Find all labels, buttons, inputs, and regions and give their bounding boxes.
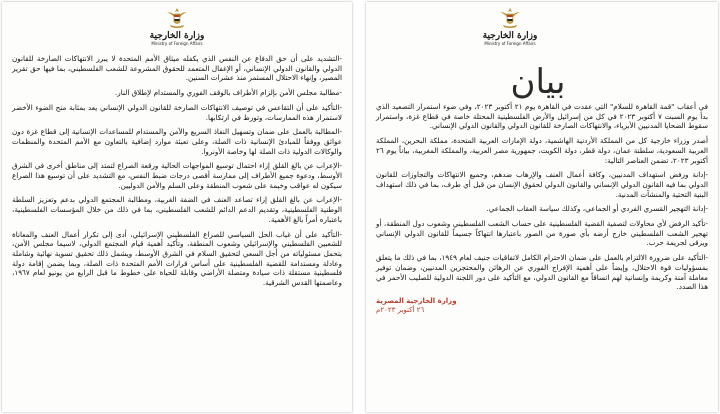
paragraph: -الإعراب عن بالغ القلق إزاء احتمال توسيع المواجهات الحالية ورقعة الصراع لتمتد إلى مناطق أخرى في الشرق الأوسط، ودعوة جميع الأطراف إلى ممارسة أقصى درجات ضبط النفس، مع التشديد على أن توسيع هذا الصراع سيكون له عواقب وخيمة على شعوب المنطقة وعلى السلم والأمن الدوليين. [12, 161, 342, 190]
document-heading: بيان [510, 62, 566, 102]
signature-organization: وزارة الخارجية المصرية [376, 296, 457, 305]
letterhead [147, 6, 207, 46]
eagle-emblem-icon [164, 6, 190, 30]
paragraph: -تأكيد الرفض لأي محاولات لتصفية القضية الفلسطينية على حساب الشعب الفلسطيني وشعوب دول المنطقة، أو تهجير الشعب الفلسطيني خارج أرضه بأي صورة من الصور باعتبارها انتهاكاً جسيماً للقانون الدولي الإنساني ويرقى لجريمة حرب. [376, 219, 708, 248]
paragraph: -التشديد على أن حق الدفاع عن النفس الذي يكفله ميثاق الأمم المتحدة لا يبرر الانتهاكات الصارخة للقانون الدولي والقانون الدولي الإنساني، أو الإغفال المتعمد للحقوق المشروعة للشعب الفلسطيني، بما فيها حق تقرير المصير، وإنهاء الاحتلال المستمر منذ عشرات السنين. [12, 54, 342, 83]
paragraph: -المطالبة بالعمل على ضمان وتسهيل النفاذ السريع والآمن والمستدام للمساعدات الإنسانية إلى قطاع غزة دون عوائق ووفقاً للمبادئ الإنسانية ذات الصلة، وعلى تعبئة موارد إضافية بالتعاون مع الأمم المتحدة والمنظمات والوكالات الدولية ذات الصلة لها وخاصة الأونروا. [12, 127, 342, 156]
paragraph: في أعقاب "قمة القاهرة للسلام" التي عقدت في القاهرة يوم ٢١ أكتوبر ٢٠٢٣، وفي ضوء استمرار التصعيد الذي بدأ يوم السبت ٧ أكتوبر ٢٠٢٣ في كل من إسرائيل والأرض الفلسطينية المحتلة خاصة في قطاع غزة، واستمرار سقوط الضحايا المدنيين الأبرياء، والانتهاكات الصارخة للقانون الدولي والقانون الدولي الإنساني. [376, 102, 708, 131]
ministry-name-arabic: وزارة الخارجية [482, 31, 538, 41]
paragraph: -إدانة التهجير القسري الفردي أو الجماعي، وكذلك سياسة العقاب الجماعي. [486, 204, 708, 214]
statement-body-continued [12, 54, 342, 293]
ministry-name-arabic: وزارة الخارجية [149, 31, 205, 41]
ministry-name-english: Ministry of Foreign Affairs [484, 41, 536, 46]
paragraph: -التأكيد على أن التقاعس في توصيف الانتهاكات الصارخة للقانون الدولي الإنساني يعد بمثابة منح الضوء الأخضر لاستمرار هذه الممارسات، وتورط في ارتكابها. [12, 102, 342, 122]
paragraph: -الإعراب عن بالغ القلق إزاء تصاعد العنف في الضفة الغربية، ومطالبة المجتمع الدولي بدعم وتعزيز السلطة الوطنية الفلسطينية، وتقديم الدعم الدائم للشعب الفلسطيني، بما في ذلك من خلال المؤسسات الفلسطينية، باعتباره أمراً بالغ الأهمية. [12, 195, 342, 224]
statement-page-1 [366, 2, 718, 412]
paragraph: أصدر وزراء خارجية كل من المملكة الأردنية الهاشمية، دولة الإمارات العربية المتحدة، مملكة البحرين، المملكة العربية السعودية، سلطنة عمان، دولة قطر، دولة الكويت، جمهورية مصر العربية، والمملكة المغربية، بياناً يوم ٢٦ أكتوبر ٢٠٢٣، تضمن العناصر التالية: [376, 136, 708, 165]
paragraph: -إدانة ورفض استهداف المدنيين، وكافة أعمال العنف والإرهاب ضدهم، وجميع الانتهاكات والتجاوزات للقانون الدولي بما فيه القانون الدولي الإنساني والقانون الدولي لحقوق الإنسان من قبل أي طرف، بما في ذلك استهداف البنية التحتية والمنشآت المدنية. [376, 170, 708, 199]
eagle-emblem-icon [497, 6, 523, 30]
signature-block [376, 297, 708, 315]
statement-page-2 [2, 2, 352, 412]
paragraph: -مطالبة مجلس الأمن بإلزام الأطراف بالوقف الفوري والمستدام لإطلاق النار. [115, 88, 342, 98]
letterhead [480, 6, 540, 46]
signature-date: ٢٦ أكتوبر ٢٠٢٣م [376, 305, 425, 314]
statement-body [376, 102, 708, 315]
ministry-name-english: Ministry of Foreign Affairs [151, 41, 203, 46]
paragraph: -التأكيد على ضرورة الالتزام بالعمل على ضمان الاحترام الكامل لاتفاقيات جنيف لعام ١٩٤٩، بما في ذلك ما يتعلق بمسؤوليات قوة الاحتلال، وإيضاً على أهمية الإفراج الفوري عن الرهائن والمحتجزين المدنيين، وضمان توفير معاملة آمنة وكريمة وإنسانية لهم اتساقاً مع القانون الدولي، مع التأكيد على دور اللجنة الدولية للصليب الأحمر في هذا الصدد. [376, 253, 708, 292]
paragraph: -التأكيد على أن غياب الحل السياسي للصراع الفلسطيني الإسرائيلي، أدى إلى تكرار أعمال العنف والمعاناة للشعبين الفلسطيني والإسرائيلي وشعوب المنطقة، وتأكيد أهمية قيام المجتمع الدولي، لاسيما مجلس الأمن، بتحمل مسئولياته من أجل السعي لتحقيق السلام في الشرق الأوسط، ويشمل ذلك تحقيق تسوية نهائية وشاملة وعادلة ومستدامة للقضية الفلسطينية على أساس قرارات الأمم المتحدة ذات الصلة، وبما يضمن إقامة دولة فلسطينية مستقلة ذات سيادة ومتصلة الأراضي وقابلة للحياة على خطوط ما قبل الرابع من يونيو لعام ١٩٦٧، وعاصمتها القدس الشرقية. [12, 229, 342, 288]
